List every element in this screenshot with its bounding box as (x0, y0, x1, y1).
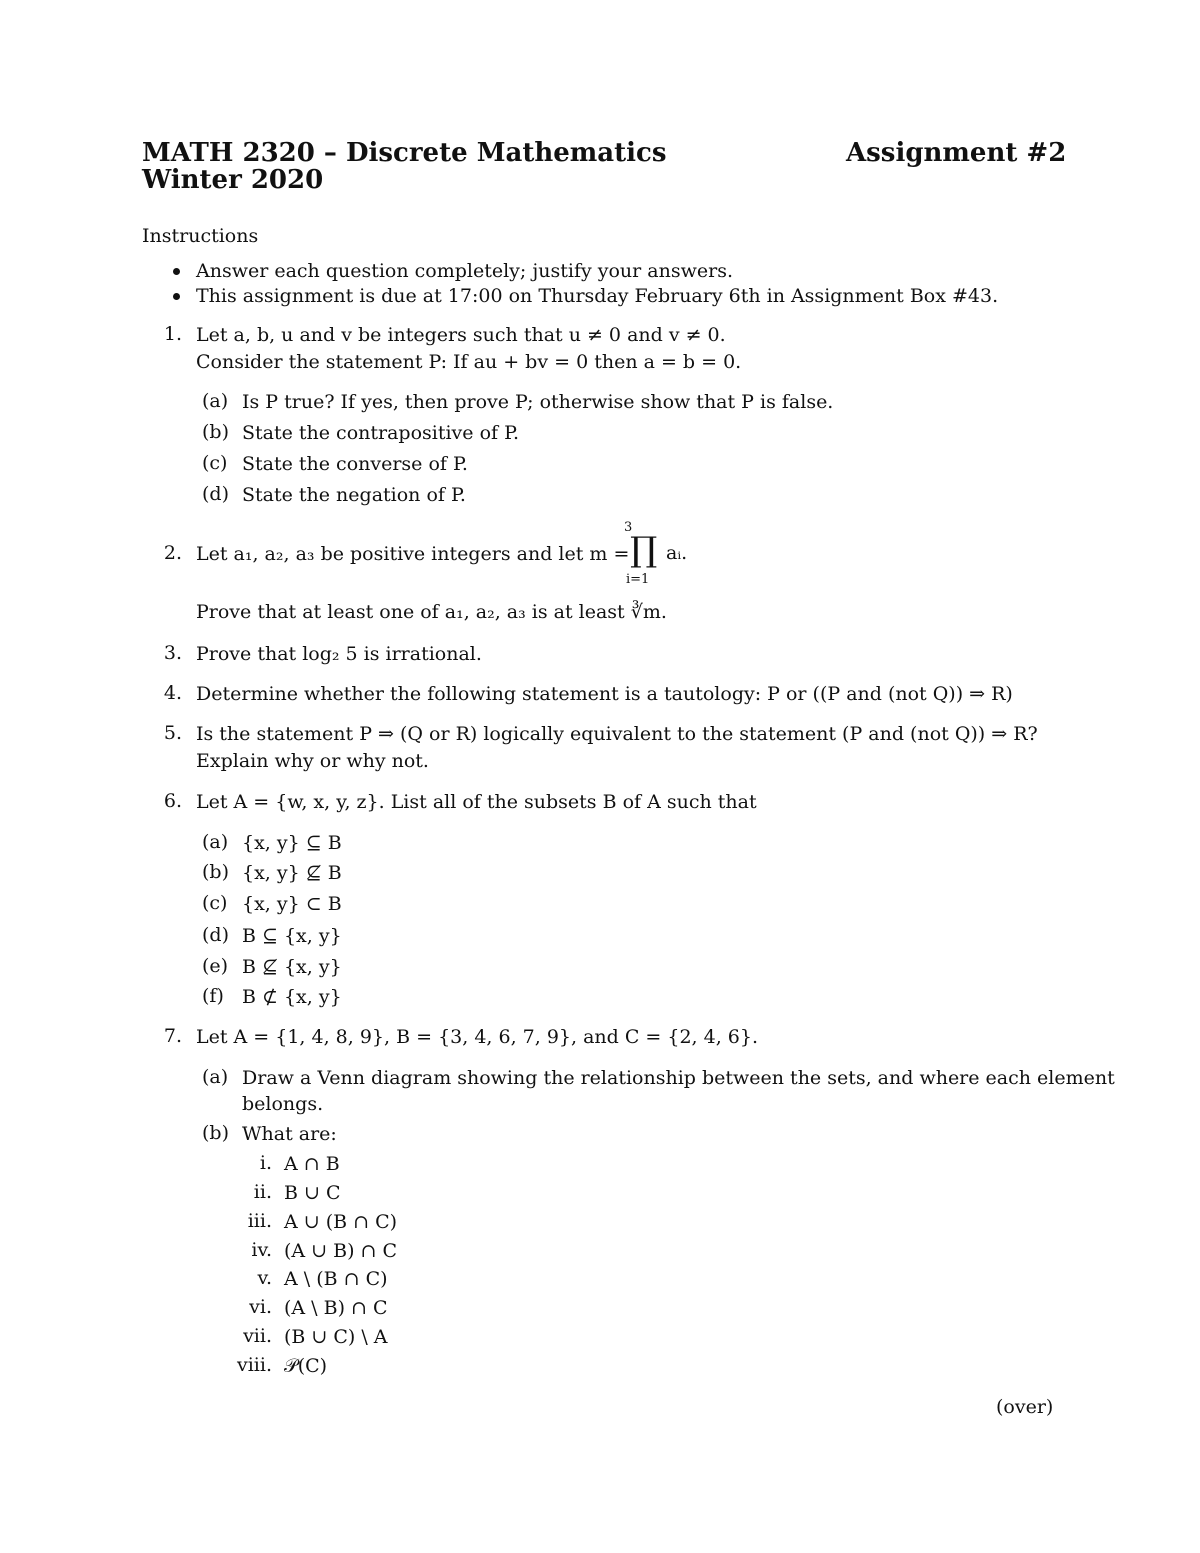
set-expression: (A \ B) ∩ C (284, 1297, 388, 1319)
set-expression: A ∩ B (284, 1153, 340, 1175)
item-label: ii. (253, 1181, 272, 1203)
instructions-heading: Instructions (142, 225, 259, 247)
set-expression: A \ (B ∩ C) (284, 1268, 388, 1290)
question-7-text: Let A = {1, 4, 8, 9}, B = {3, 4, 6, 7, 9}, and C = {2, 4, 6}. (196, 1026, 759, 1048)
question-4-text: Determine whether the following statement is a tautology: P or ((P and (not Q)) ⇒ R) (196, 683, 1013, 705)
part-label: (b) (202, 1122, 229, 1144)
item-label: viii. (236, 1354, 272, 1376)
bullet-icon (173, 284, 180, 306)
question-3-text: Prove that log₂ 5 is irrational. (196, 643, 482, 665)
question-1-line-2: Consider the statement P: If au + bv = 0 then a = b = 0. (196, 351, 742, 373)
set-expression: B ∪ C (284, 1182, 341, 1204)
set-expression: (B ∪ C) \ A (284, 1326, 388, 1348)
set-expression: (A ∪ B) ∩ C (284, 1240, 398, 1262)
item-label: vii. (243, 1325, 272, 1347)
question-6-part: B ⊄ {x, y} (242, 986, 342, 1008)
question-number: 6. (163, 790, 182, 812)
question-number: 3. (163, 642, 182, 664)
question-6-part: B ⊈ {x, y} (242, 956, 342, 978)
part-label: (c) (202, 452, 228, 474)
product-term: aᵢ. (666, 542, 688, 564)
product-symbol: ∏ (630, 530, 658, 570)
part-label: (d) (202, 924, 229, 946)
question-6-part: B ⊆ {x, y} (242, 925, 342, 947)
question-number: 1. (163, 323, 182, 345)
instruction-item: Answer each question completely; justify your answers. (196, 260, 733, 282)
part-label: (d) (202, 483, 229, 505)
item-label: v. (257, 1267, 272, 1289)
part-label: (b) (202, 861, 229, 883)
assignment-number: Assignment #2 (846, 138, 1067, 168)
set-expression: 𝒫(C) (284, 1355, 328, 1377)
instruction-item: This assignment is due at 17:00 on Thursday February 6th in Assignment Box #43. (196, 285, 999, 307)
question-1-part-b: State the contrapositive of P. (242, 422, 520, 444)
item-label: iii. (247, 1210, 272, 1232)
question-1-part-a: Is P true? If yes, then prove P; otherwise show that P is false. (242, 391, 834, 413)
part-label: (a) (202, 831, 229, 853)
question-7-part-a-line-2: belongs. (242, 1093, 324, 1115)
part-label: (f) (202, 985, 224, 1007)
question-5-line-2: Explain why or why not. (196, 750, 429, 772)
part-label: (c) (202, 892, 228, 914)
part-label: (a) (202, 1066, 229, 1088)
set-expression: A ∪ (B ∩ C) (284, 1211, 398, 1233)
question-6-part: {x, y} ⊂ B (242, 893, 342, 915)
question-number: 2. (163, 542, 182, 564)
question-6-part: {x, y} ⊈ B (242, 862, 342, 884)
course-title: MATH 2320 – Discrete Mathematics (142, 138, 667, 168)
part-label: (b) (202, 421, 229, 443)
part-label: (e) (202, 955, 229, 977)
question-number: 7. (163, 1025, 182, 1047)
question-1-part-c: State the converse of P. (242, 453, 468, 475)
question-number: 5. (163, 722, 182, 744)
question-6-text: Let A = {w, x, y, z}. List all of the subsets B of A such that (196, 791, 757, 813)
item-label: i. (259, 1152, 272, 1174)
over-note: (over) (996, 1396, 1054, 1418)
product-lower-limit: i=1 (626, 572, 650, 587)
question-1-line-1: Let a, b, u and v be integers such that u ≠ 0 and v ≠ 0. (196, 324, 726, 346)
question-5-line-1: Is the statement P ⇒ (Q or R) logically equivalent to the statement (P and (not Q)) ⇒ R? (196, 723, 1038, 745)
question-7-part-b-text: What are: (242, 1123, 337, 1145)
product-upper-limit: 3 (624, 520, 633, 535)
question-2-line-1: Let a₁, a₂, a₃ be positive integers and let m = (196, 543, 630, 565)
term: Winter 2020 (142, 165, 324, 195)
question-7-part-a-line-1: Draw a Venn diagram showing the relationship between the sets, and where each element (242, 1067, 1115, 1089)
part-label: (a) (202, 390, 229, 412)
question-1-part-d: State the negation of P. (242, 484, 466, 506)
question-number: 4. (163, 682, 182, 704)
question-6-part: {x, y} ⊆ B (242, 832, 342, 854)
bullet-icon (173, 259, 180, 281)
item-label: vi. (249, 1296, 272, 1318)
item-label: iv. (251, 1239, 272, 1261)
question-2-line-2: Prove that at least one of a₁, a₂, a₃ is at least ∛m. (196, 601, 667, 623)
